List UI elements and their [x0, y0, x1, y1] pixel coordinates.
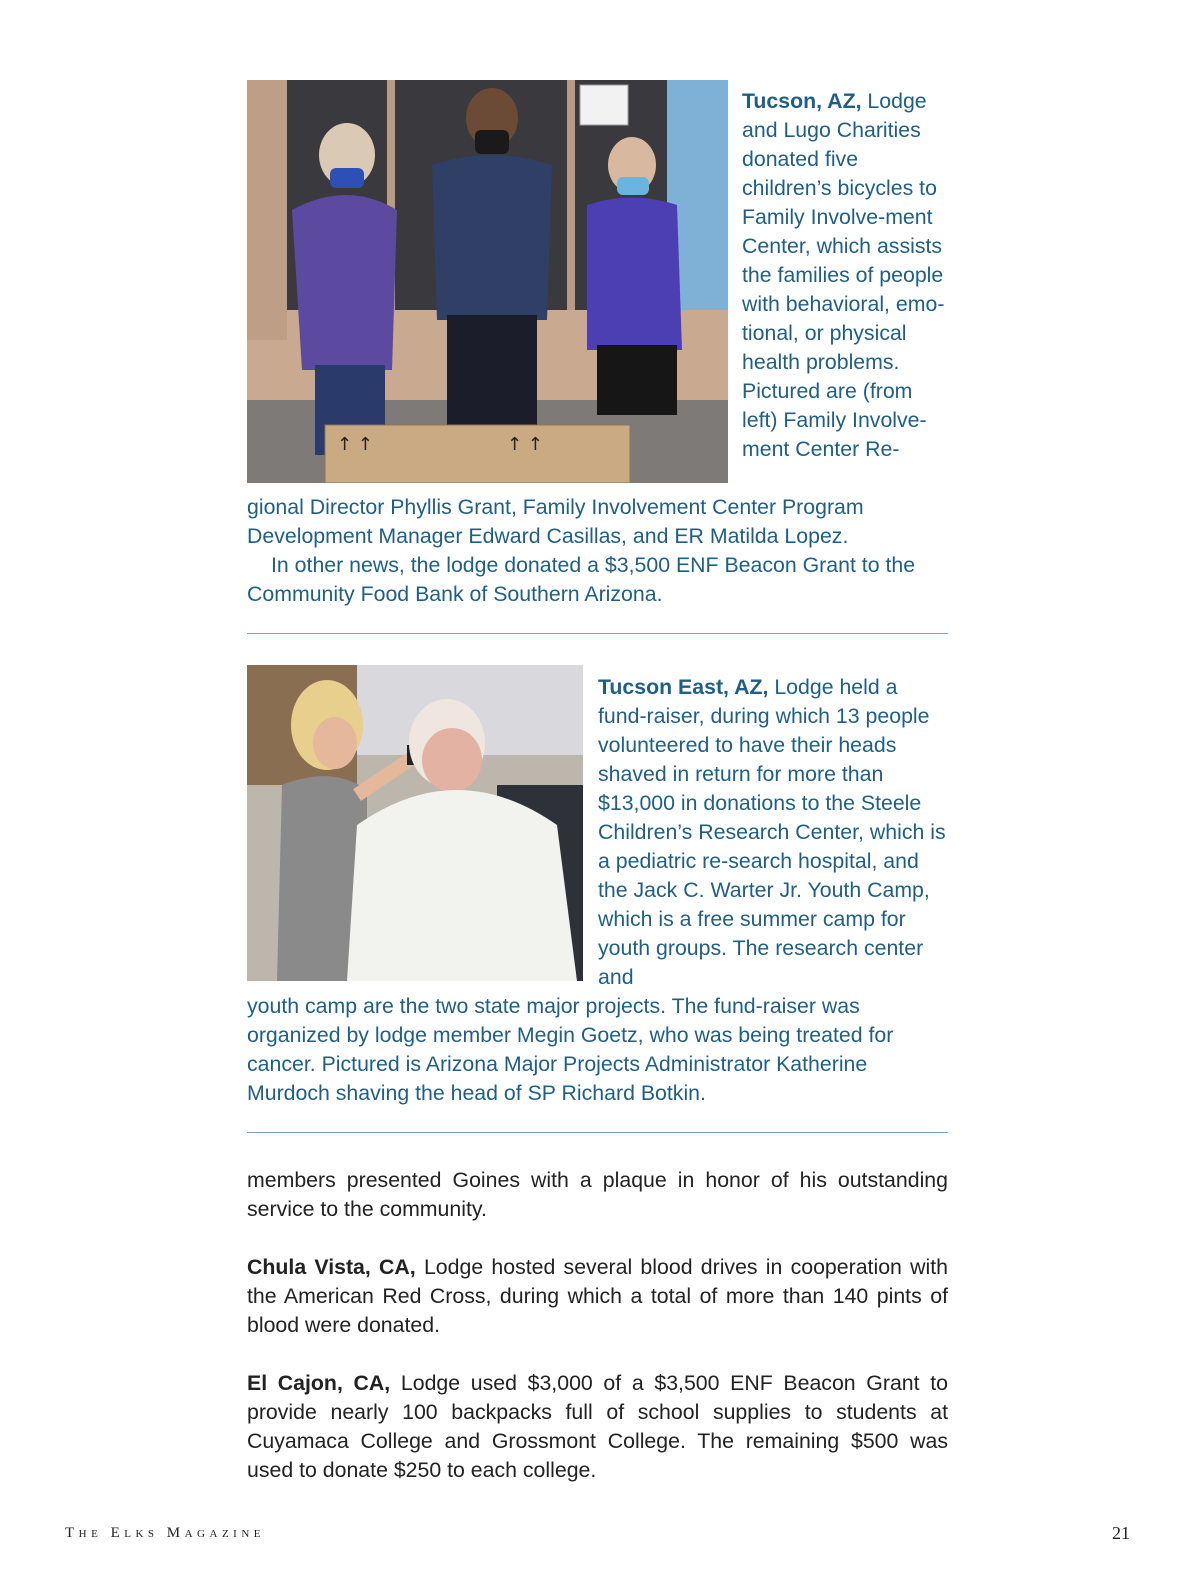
magazine-title: The Elks Magazine [65, 1525, 265, 1541]
story-chula-vista [247, 1253, 948, 1340]
section-divider [247, 1132, 948, 1133]
story-el-cajon [247, 1369, 948, 1485]
page-number: 21 [1112, 1523, 1130, 1543]
story-tucson-east-float [598, 673, 950, 992]
story-el-cajon-body: Lodge used $3,000 of a $3,500 ENF Beacon Grant to provide nearly 100 backpacks full of school supplies to students at Cuyamaca College and Grossmont College. The remaining $500 was used to donate $250 to each college. [247, 1371, 948, 1482]
story-tucson-para2: In other news, the lodge donated a $3,500 ENF Beacon Grant to the Community Food Bank of Southern Arizona. [247, 553, 916, 606]
story-tucson-body-tail: gional Director Phyllis Grant, Family Involvement Center Program Development Manager Edward Casillas, and ER Matilda Lopez. [247, 495, 864, 548]
story-tucson-east-place: Tucson East, AZ, [598, 675, 769, 699]
story-tucson-place: Tucson, AZ, [742, 89, 862, 113]
story-tucson-east-body-float: Lodge held a fund-raiser, during which 13 people volunteered to have their heads shaved in return for more than $13,000 in donations to the Steele Children’s Research Center, which is a pediatric re-search hospital, and the Jack C. Warter Jr. Youth Camp, which is a free summer camp for youth groups. The research center and [598, 675, 946, 989]
story-chula-vista-body: Lodge hosted several blood drives in cooperation with the American Red Cross, during which a total of more than 140 pints of blood were donated. [247, 1255, 948, 1337]
section-divider [247, 633, 948, 634]
svg-text:↑ ↑: ↑ ↑ [507, 434, 543, 455]
continued-text: members presented Goines with a plaque in honor of his outstanding service to the community. [247, 1168, 948, 1221]
story-tucson-body-float: Lodge and Lugo Charities donated five children’s bicycles to Family Involve-ment Center, which assists the families of people with behavioral, emo-tional, or physical health problems. Pictured are (from left) Family Involve-ment Center Re- [742, 89, 945, 461]
story-el-cajon-place: El Cajon, CA, [247, 1371, 391, 1395]
story-chula-vista-place: Chula Vista, CA, [247, 1255, 416, 1279]
tucson-east-photo [247, 665, 583, 981]
svg-text:↑ ↑: ↑ ↑ [337, 434, 373, 455]
story-tucson-float [742, 87, 948, 464]
tucson-lodge-photo [247, 80, 728, 483]
story-tucson-east-body-tail: youth camp are the two state major projects. The fund-raiser was organized by lodge member Megin Goetz, who was being treated for cancer. Pictured is Arizona Major Projects Administrator Katherine Murdoch shaving the head of SP Richard Botkin. [247, 994, 894, 1105]
